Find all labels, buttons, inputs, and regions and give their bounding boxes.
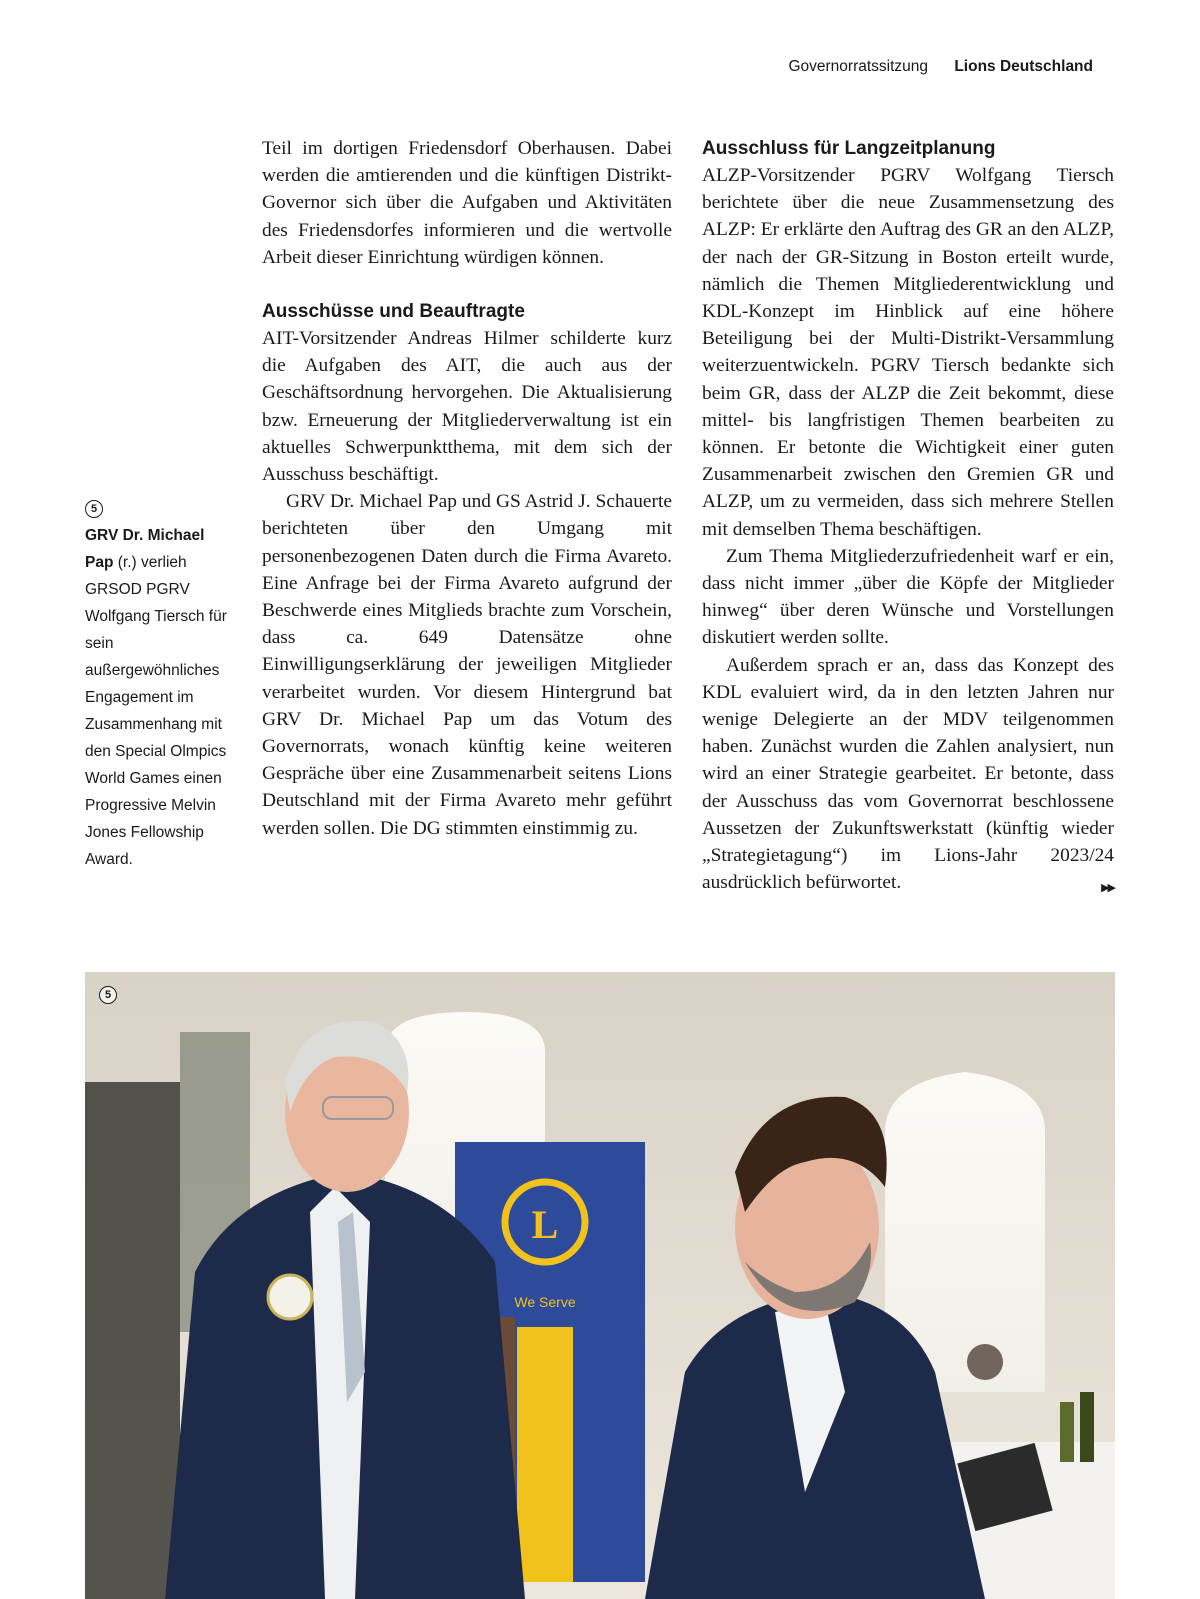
bottle <box>1060 1402 1074 1462</box>
article-photo <box>85 972 1115 1599</box>
paragraph: ALZP-Vorsitzender PGRV Wolfgang Tiersch berichtete über die neue Zusammensetzung des ALZP: Er erklärte den Auftrag des GR an den ALZP, der nach der GR-Sitzung in Boston erteilt wurde, nämlich die Themen Mitgliederentwicklung und KDL-Konzept im Hinblick auf eine höhere Beteiligung bei der Multi-Distrikt-Versammlung weiterzuentwickeln. PGRV Tiersch bedankte sich beim GR, dass der ALZP die Zeit bekommt, diese mittel- bis langfristigen Themen bearbeiten zu können. Er betonte die Wichtigkeit einer guten Zusammenarbeit zwischen den Gremien GR und ALZP, um zu vermeiden, dass sich mehrere Stellen mit demselben Thema beschäftigen. <box>702 165 1114 540</box>
paragraph-last <box>702 652 1114 897</box>
article-column-1 <box>262 135 672 842</box>
page-header <box>788 58 1093 76</box>
background-person <box>967 1344 1003 1380</box>
brand-name: Lions Deutschland <box>954 58 1093 75</box>
paragraph: GRV Dr. Michael Pap und GS Astrid J. Schauerte berichteten über den Umgang mit personenbezogenen Daten durch die Firma Avareto. Eine Anfrage bei der Firma Avareto aufgrund der Beschwerde eines Mitglieds brachte zum Vorschein, dass ca. 649 Datensätze ohne Einwilligungserklärung der jeweiligen Mitglieder verarbeitet wurden. Vor diesem Hintergrund bat GRV Dr. Michael Pap um das Votum des Governorrats, wonach künftig keine weiteren Gespräche über eine Zusammenarbeit seitens Lions Deutschland mit der Firma Avareto mehr geführt werden sollen. Die DG stimmten einstimmig zu. <box>262 491 672 839</box>
continue-arrow-icon: ▶▶ <box>1101 882 1114 895</box>
paragraph: AIT-Vorsitzender Andreas Hilmer schilderte kurz die Aufgaben des AIT, die auch aus der Geschäftsordnung hervorgehen. Die Aktualisierung bzw. Erneuerung der Mitgliederverwaltung ist ein aktuelles Schwerpunktthema, mit dem sich der Ausschuss beschäftigt. <box>262 328 672 486</box>
article-column-2 <box>702 135 1114 902</box>
caption-lead: GRV Dr. Michael Pap <box>85 527 205 571</box>
paragraph-text: Außerdem sprach er an, dass das Konzept des KDL evaluiert wird, da in den letzten Jahren nur wenige Delegierte an der MDV teilgenommen haben. Zunächst wurden die Zahlen analysiert, nun wird an einer Strategie gearbeitet. Er betonte, dass der Ausschuss das vom Governorrat beschlossene Aussetzen der Zukunftswerkstatt (künftig wieder „Strategietagung“) im Lions-Jahr 2023/24 ausdrücklich befürwortet. <box>702 654 1114 894</box>
photo-caption <box>85 494 235 873</box>
name-badge <box>268 1275 312 1319</box>
lions-logo-letter: L <box>531 1202 559 1247</box>
photo-number-badge: 5 <box>99 986 117 1004</box>
section-title: Governorratssitzung <box>788 58 929 75</box>
speaker-box <box>85 1082 180 1599</box>
lions-slogan: We Serve <box>514 1294 576 1310</box>
banner-yellow-stripe <box>517 1327 573 1582</box>
caption-number-badge: 5 <box>85 500 103 518</box>
bottle <box>1080 1392 1094 1462</box>
section-heading: Ausschluss für Langzeitplanung <box>702 138 996 159</box>
caption-text: (r.) verlieh GRSOD PGRV Wolfgang Tiersch für sein außergewöhnliches Engagement im Zusammenhang mit den Special Olmpics World Games einen Progressive Melvin Jones Fellowship Award. <box>85 554 227 868</box>
section-heading: Ausschüsse und Beauftragte <box>262 301 525 323</box>
paragraph: Zum Thema Mitgliederzufriedenheit warf er ein, dass nicht immer „über die Köpfe der Mitglieder hinweg“ über deren Wünsche und Vorstellungen diskutiert werden sollte. <box>702 545 1114 649</box>
photo-illustration <box>85 972 1115 1599</box>
paragraph: Teil im dortigen Friedensdorf Oberhausen. Dabei werden die amtierenden und die künftigen Distrikt-Governor sich über die Aufgaben und Aktivitäten des Friedensdorfes informieren und die wertvolle Arbeit dieser Einrichtung würdigen können. <box>262 138 672 268</box>
